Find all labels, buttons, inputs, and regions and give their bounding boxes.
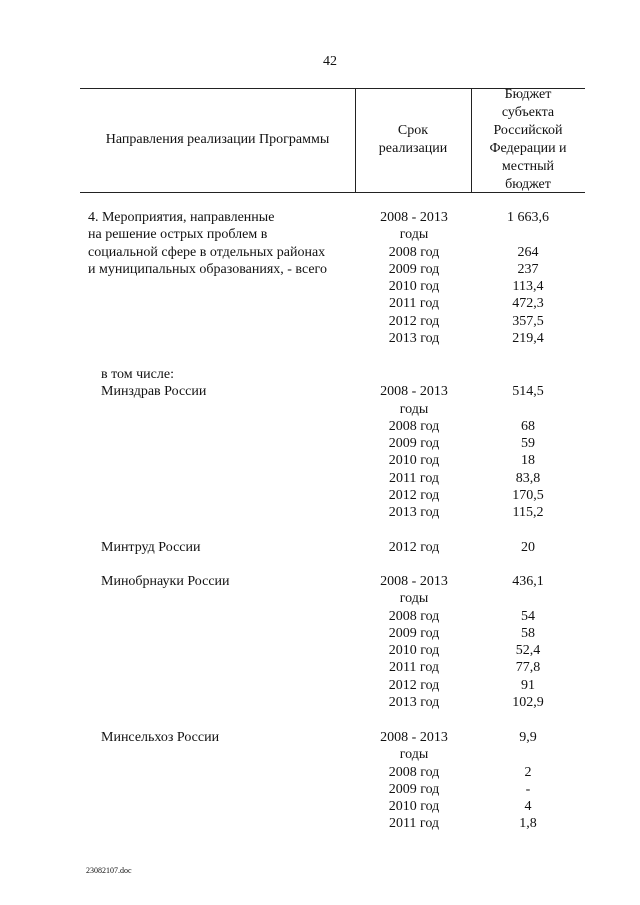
label-line: на решение острых проблем в [88,227,268,243]
label-line: Минобрнауки России [101,574,230,589]
header-budget-line: Федерации и [489,141,567,156]
period-cell: 2013 год [388,695,440,711]
header-budget-line: Российской [493,123,563,138]
period-cell: 2013 год [388,505,440,521]
period-cell: 2008 год [388,608,440,624]
period-cell: 2008 - 2013 [380,574,448,589]
period-cell: 2012 год [388,313,440,329]
value-cell: 1,8 [519,816,537,832]
period-cell: 2011 год [388,816,440,832]
value-cell: 77,8 [515,660,541,676]
value-cell: 436,1 [512,574,544,589]
value-cell: 514,5 [512,384,544,400]
value-cell: 1 663,6 [507,210,549,225]
value-cell: 9,9 [519,730,537,745]
value-cell: 472,3 [512,296,544,312]
period-cell: 2010 год [388,799,440,815]
period-cell: 2009 год [388,436,440,452]
value-cell: 20 [521,540,535,555]
value-cell [475,226,581,243]
label-line: Минсельхоз России [101,730,220,745]
footer-filename: 23082107.doc [86,866,132,875]
period-cell: 2012 год [388,540,440,555]
period-cell: 2010 год [388,453,440,469]
header-directions-text: Направления реализации Программы [105,132,330,147]
period-cell: 2008 - 2013 [380,210,448,225]
value-cell: 113,4 [512,279,544,295]
header-budget-line: субъекта [501,105,555,120]
value-cell [475,401,581,418]
period-cell: 2008 - 2013 [380,730,448,745]
minzdrav-values [475,383,581,521]
period-cell: годы [399,401,429,417]
header-budget-line: бюджет [505,177,551,192]
value-cell: 52,4 [515,643,541,659]
value-cell: 170,5 [512,488,544,504]
value-cell: 115,2 [512,505,544,521]
value-cell: 219,4 [512,331,544,347]
period-cell: годы [399,227,429,243]
minzdrav-periods [360,383,468,521]
minselhoz-label [101,729,371,746]
header-budget-line: Бюджет [504,87,552,102]
mintrud-label [101,539,371,556]
minzdrav-label [101,366,371,401]
value-cell: 68 [521,418,535,434]
value-cell: 54 [521,608,535,624]
value-cell: 83,8 [515,470,541,486]
item4-label [88,209,358,278]
value-cell: - [525,781,531,797]
label-line: и муниципальных образованиях, - всего [88,261,327,277]
period-cell: годы [399,591,429,607]
header-budget-line: местный [501,159,555,174]
item4-periods [360,209,468,347]
period-cell: 2011 год [388,660,440,676]
value-cell: 2 [524,764,532,780]
period-cell: 2009 год [388,781,440,797]
minselhoz-periods [360,729,468,833]
label-line: в том числе: [101,367,174,382]
label-line: Минтруд России [101,540,201,555]
period-cell: 2008 - 2013 [380,384,448,400]
value-cell: 58 [521,625,535,641]
header-term-line: реализации [378,141,448,156]
minobr-periods [360,573,468,711]
period-cell: 2008 год [388,418,440,434]
value-cell: 59 [521,436,535,452]
period-cell: 2010 год [388,279,440,295]
period-cell: 2011 год [388,470,440,486]
period-cell: 2009 год [388,625,440,641]
minobr-values [475,573,581,711]
value-cell: 357,5 [512,313,544,329]
header-directions [80,88,355,192]
mintrud-values [475,539,581,556]
period-cell: 2012 год [388,488,440,504]
period-cell: годы [399,747,429,763]
header-term-line: Срок [397,123,429,138]
period-cell: 2011 год [388,296,440,312]
value-cell: 18 [521,453,535,469]
minselhoz-values [475,729,581,833]
value-cell [475,590,581,607]
value-cell: 237 [517,261,539,277]
value-cell [475,746,581,763]
value-cell: 102,9 [512,695,544,711]
period-cell: 2009 год [388,261,440,277]
label-line: 4. Мероприятия, направленные [88,210,275,225]
period-cell: 2008 год [388,244,440,260]
value-cell: 264 [517,244,539,260]
minobr-label [101,573,371,590]
item4-values [475,209,581,347]
label-line: социальной сфере в отдельных районах [88,244,326,260]
header-budget [471,88,585,192]
period-cell: 2008 год [388,764,440,780]
value-cell: 4 [524,799,532,815]
period-cell: 2012 год [388,677,440,693]
value-cell: 91 [521,677,535,693]
period-cell: 2013 год [388,331,440,347]
mintrud-periods [360,539,468,556]
period-cell: 2010 год [388,643,440,659]
header-term [355,88,471,192]
page-number: 42 [323,54,337,69]
label-line: Минздрав России [101,384,207,400]
